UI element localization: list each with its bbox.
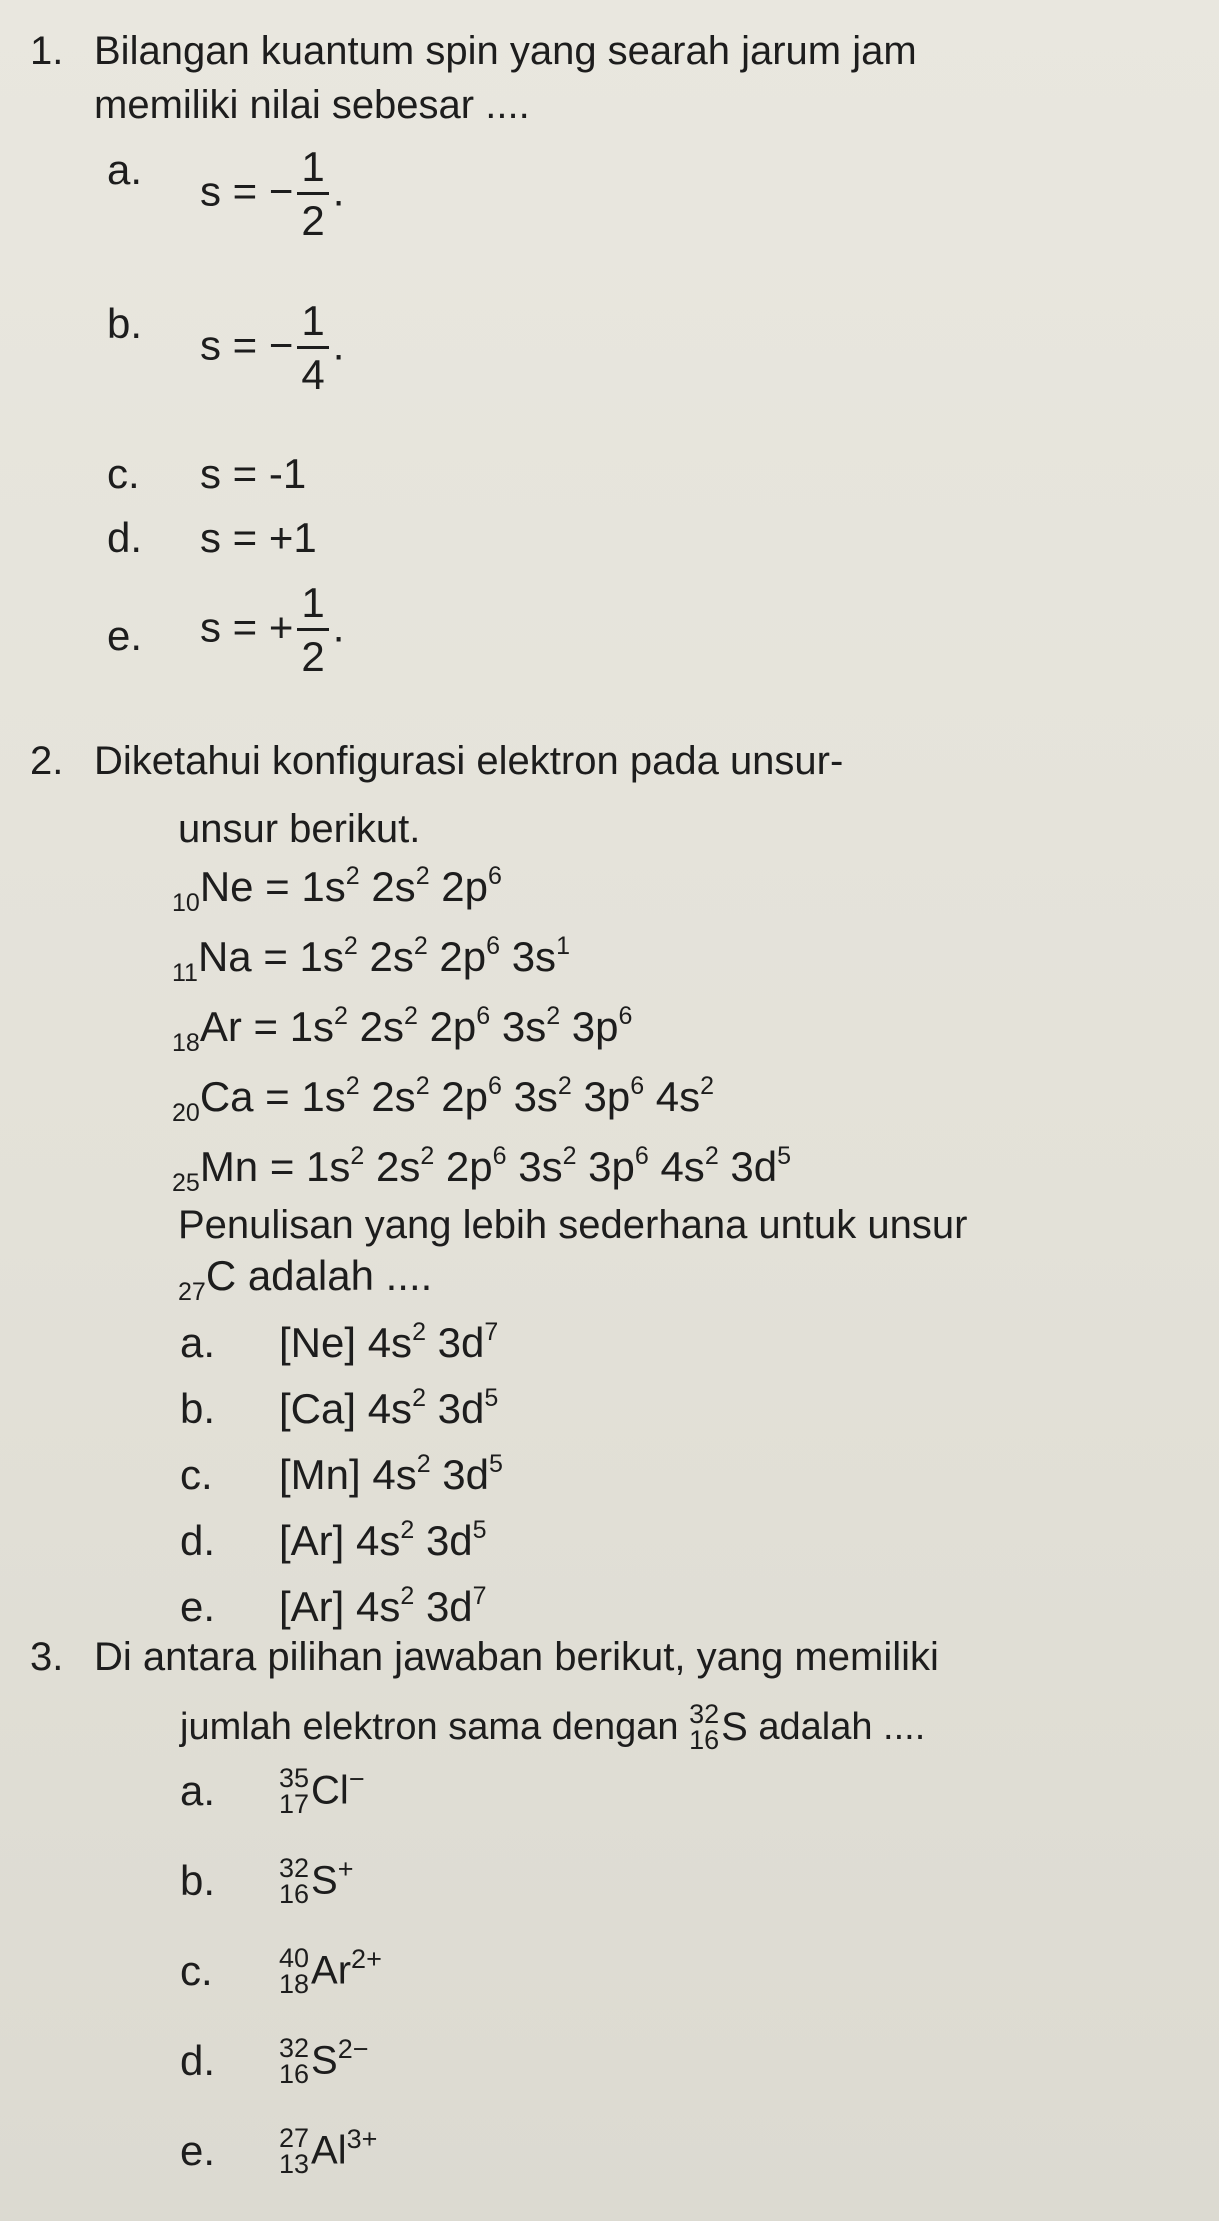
- q2-text-line2: unsur berikut.: [178, 807, 421, 851]
- orbital-count: 2: [345, 862, 360, 890]
- orbital: 3s: [511, 933, 557, 980]
- orbital-count: 2: [704, 1142, 719, 1170]
- orbital-count: 5: [489, 1450, 503, 1478]
- q2-question-line1: Penulisan yang lebih sederhana untuk unsur: [178, 1203, 968, 1247]
- q3-option-a-charge: −: [348, 1764, 365, 1794]
- q2-question-line2: [178, 1252, 432, 1307]
- orbital: 3p: [583, 1073, 631, 1120]
- orbital: 2p: [429, 1003, 477, 1050]
- orbital: 3d: [425, 1583, 473, 1630]
- q3-option-b-charge: +: [337, 1854, 354, 1884]
- atomic-number: 13: [279, 2148, 310, 2179]
- orbital: 4s: [356, 1517, 401, 1564]
- orbital-count: 1: [556, 932, 570, 960]
- orbital-count: 2: [420, 1142, 435, 1170]
- q2-question-tail: adalah ....: [247, 1252, 433, 1299]
- orbital-count: 2: [415, 862, 430, 890]
- mass-number: 32: [279, 1852, 310, 1883]
- config-ca: $_{20}Ca = 1s^2$ $2s^2$ $2p^6$ $3s^2$ $3p^6$ $4s^2$: [172, 1072, 715, 1127]
- q1-option-e-den: 2: [301, 633, 325, 680]
- orbital-count: 2: [700, 1072, 715, 1100]
- orbital: 4s: [367, 1319, 413, 1366]
- orbital-count: 5: [484, 1384, 499, 1412]
- q3-option-c-symbol: Ar: [311, 1948, 352, 1993]
- q3-text-line1: Di antara pilihan jawaban berikut, yang memiliki: [94, 1635, 939, 1679]
- q3-option-c-letter: c.: [180, 1946, 213, 1994]
- q1-option-c-value: s = -1: [200, 450, 307, 497]
- orbital: 3d: [425, 1517, 473, 1564]
- q1-option-a-prefix: s = −: [200, 167, 294, 215]
- q3-option-e-charge: 3+: [346, 2124, 378, 2154]
- q3-option-e: [180, 2124, 377, 2177]
- orbital: 2s: [371, 863, 416, 910]
- orbital-count: 2: [350, 1142, 365, 1170]
- orbital-count: 6: [630, 1072, 645, 1100]
- q3-option-d-numbers: [279, 2032, 310, 2089]
- q3-option-b-symbol: S: [311, 1858, 338, 1903]
- q1-option-b-den: 4: [301, 351, 325, 398]
- orbital-count: 6: [487, 862, 502, 890]
- orbital-count: 2: [557, 1072, 572, 1100]
- q1-number: 1.: [30, 29, 64, 73]
- q1-option-b: [200, 296, 344, 401]
- orbital-count: 6: [634, 1142, 649, 1170]
- orbital-count: 6: [486, 932, 501, 960]
- orbital: 1s: [306, 1143, 351, 1190]
- q3-option-d: [180, 2034, 369, 2087]
- orbital: 3d: [437, 1385, 485, 1432]
- config-mn-symbol: Mn: [199, 1143, 259, 1190]
- orbital-count: 5: [777, 1142, 792, 1170]
- q3-option-d-symbol: S: [311, 2038, 338, 2083]
- q2-option-c: [180, 1450, 503, 1499]
- orbital: 2p: [441, 863, 488, 910]
- config-mn-z: 25: [172, 1169, 200, 1197]
- orbital-count: 2: [345, 1072, 360, 1100]
- q3-ref-nuclide-numbers: [689, 1698, 720, 1755]
- q2-option-d: [180, 1516, 487, 1565]
- orbital: 3d: [437, 1319, 485, 1366]
- orbital-count: 6: [618, 1002, 633, 1030]
- orbital-count: 7: [472, 1582, 487, 1610]
- orbital-count: 5: [472, 1516, 487, 1544]
- orbital: 3p: [571, 1003, 619, 1050]
- orbital: 2s: [371, 1073, 416, 1120]
- q3-option-a-symbol: Cl: [311, 1768, 349, 1813]
- q1-text-line1: Bilangan kuantum spin yang searah jarum jam: [94, 29, 917, 73]
- atomic-number: 16: [279, 1878, 310, 1909]
- atomic-number: 17: [279, 1788, 310, 1819]
- mass-number: 35: [279, 1762, 310, 1793]
- orbital: 2p: [441, 1073, 488, 1120]
- q2-option-e-core: [Ar]: [279, 1583, 345, 1630]
- orbital-count: 2: [546, 1002, 561, 1030]
- q2-option-a-letter: a.: [180, 1319, 216, 1366]
- q1-option-e-num: 1: [297, 578, 328, 631]
- q3-ref-z: 16: [689, 1724, 720, 1755]
- q2-option-a: [180, 1318, 498, 1367]
- config-ca-z: 20: [172, 1099, 200, 1127]
- q3-text-line2-pre: jumlah elektron sama dengan: [180, 1705, 679, 1748]
- orbital-count: 2: [562, 1142, 577, 1170]
- q3-option-c: [180, 1944, 382, 1997]
- config-ar-z: 18: [172, 1029, 200, 1057]
- q2-option-c-letter: c.: [180, 1451, 213, 1498]
- q2-option-e: [180, 1582, 487, 1631]
- q1-option-a-den: 2: [301, 197, 325, 244]
- orbital-count: 2: [343, 932, 358, 960]
- q3-option-b-letter: b.: [180, 1856, 216, 1904]
- q1-option-a: [200, 142, 344, 247]
- q1-text-line2: memiliki nilai sebesar ....: [94, 83, 530, 127]
- q2-number: 2.: [30, 739, 64, 783]
- q1-option-a-num: 1: [297, 142, 328, 195]
- orbital: 4s: [660, 1143, 705, 1190]
- config-ar: $_{18}Ar = 1s^2$ $2s^2$ $2p^6$ $3s^2$ $3p^6$: [172, 1002, 633, 1057]
- orbital-count: 2: [413, 932, 428, 960]
- orbital: 1s: [301, 863, 346, 910]
- q3-option-c-charge: 2+: [351, 1944, 382, 1974]
- q3-ref-symbol: S: [721, 1704, 748, 1749]
- orbital: 3p: [588, 1143, 635, 1190]
- orbital-count: 2: [334, 1002, 348, 1030]
- orbital: 3d: [442, 1451, 490, 1498]
- q2-question-symbol: C: [205, 1252, 237, 1299]
- orbital: 4s: [356, 1583, 401, 1630]
- q3-text-line2-post: adalah ....: [758, 1705, 926, 1748]
- q3-option-d-letter: d.: [180, 2036, 216, 2084]
- q1-option-e-suffix: .: [332, 603, 345, 651]
- orbital-count: 2: [412, 1384, 426, 1412]
- config-mn: $_{25}Mn = 1s^2$ $2s^2$ $2p^6$ $3s^2$ $3p^6$ $4s^2$ $3d^5$: [172, 1142, 792, 1197]
- q1-option-d-value: s = +1: [200, 514, 317, 561]
- q2-option-e-letter: e.: [180, 1583, 216, 1630]
- orbital-count: 2: [400, 1516, 415, 1544]
- q2-option-d-core: [Ar]: [279, 1517, 345, 1564]
- mass-number: 32: [279, 2032, 310, 2063]
- q1-option-e-prefix: s = +: [200, 603, 294, 651]
- orbital: 2p: [445, 1143, 493, 1190]
- config-na-z: 11: [172, 959, 198, 987]
- orbital: 1s: [301, 1073, 346, 1120]
- orbital-count: 2: [400, 1582, 415, 1610]
- orbital: 3s: [518, 1143, 563, 1190]
- orbital-count: 7: [484, 1318, 499, 1346]
- q3-option-b: [180, 1854, 354, 1907]
- config-ne-z: 10: [172, 889, 200, 917]
- orbital: 4s: [367, 1385, 413, 1432]
- q3-text-line2: [180, 1698, 925, 1754]
- config-ca-symbol: Ca: [199, 1073, 254, 1120]
- q1-option-b-suffix: .: [332, 321, 345, 369]
- orbital: 3s: [501, 1003, 547, 1050]
- q1-option-b-fraction: [297, 296, 328, 401]
- q2-option-a-core: [Ne]: [279, 1319, 357, 1366]
- q1-option-b-letter: b.: [107, 300, 143, 347]
- orbital: 1s: [299, 933, 344, 980]
- q3-ref-mass: 32: [689, 1698, 720, 1729]
- q3-option-a-numbers: [279, 1762, 310, 1819]
- orbital-count: 6: [487, 1072, 502, 1100]
- q3-option-e-letter: e.: [180, 2126, 216, 2174]
- orbital: 2s: [369, 933, 414, 980]
- orbital: 1s: [289, 1003, 335, 1050]
- atomic-number: 18: [279, 1968, 310, 1999]
- q1-option-a-fraction: [297, 142, 328, 247]
- q2-option-d-letter: d.: [180, 1517, 216, 1564]
- q2-option-b-letter: b.: [180, 1385, 216, 1432]
- q3-option-a: [180, 1764, 365, 1817]
- config-na-symbol: Na: [197, 933, 252, 980]
- orbital: 3d: [730, 1143, 778, 1190]
- q3-option-e-symbol: Al: [311, 2128, 347, 2173]
- q3-option-e-numbers: [279, 2122, 310, 2179]
- orbital: 3s: [513, 1073, 558, 1120]
- orbital-count: 6: [492, 1142, 507, 1170]
- q3-option-b-numbers: [279, 1852, 310, 1909]
- q1-option-a-suffix: .: [332, 167, 345, 215]
- config-na: $_{11}Na = 1s^2$ $2s^2$ $2p^6$ $3s^1$: [172, 932, 570, 987]
- orbital: 2s: [375, 1143, 421, 1190]
- q3-option-d-charge: 2−: [337, 2034, 369, 2064]
- q1-option-c-letter: c.: [107, 450, 140, 497]
- q3-option-a-letter: a.: [180, 1766, 216, 1814]
- atomic-number: 16: [279, 2058, 310, 2089]
- q2-text-line1: Diketahui konfigurasi elektron pada unsur-: [94, 739, 844, 783]
- orbital: 4s: [372, 1451, 417, 1498]
- orbital-count: 2: [415, 1072, 430, 1100]
- config-ne: $_{10}Ne = 1s^2$ $2s^2$ $2p^6$: [172, 862, 502, 917]
- orbital: 4s: [655, 1073, 701, 1120]
- q1-option-e-fraction: [297, 578, 328, 683]
- q2-option-b-core: [Ca]: [279, 1385, 357, 1432]
- orbital-count: 2: [416, 1450, 431, 1478]
- orbital: 2p: [439, 933, 487, 980]
- q3-number: 3.: [30, 1635, 64, 1679]
- q3-option-c-numbers: [279, 1942, 310, 1999]
- config-ne-symbol: Ne: [199, 863, 254, 910]
- q1-option-e-letter: e.: [107, 612, 143, 659]
- q1-option-b-num: 1: [297, 296, 328, 349]
- q1-option-a-letter: a.: [107, 146, 143, 193]
- q2-option-b: [180, 1384, 498, 1433]
- orbital-count: 6: [476, 1002, 491, 1030]
- orbital-count: 2: [412, 1318, 426, 1346]
- q2-option-c-core: [Mn]: [279, 1451, 361, 1498]
- q1-option-e: [200, 578, 344, 683]
- q1-option-b-prefix: s = −: [200, 321, 294, 369]
- orbital: 2s: [359, 1003, 404, 1050]
- mass-number: 40: [279, 1942, 310, 1973]
- config-ar-symbol: Ar: [199, 1003, 242, 1050]
- orbital-count: 2: [403, 1002, 418, 1030]
- mass-number: 27: [279, 2122, 310, 2153]
- q1-option-d-letter: d.: [107, 514, 143, 561]
- q2-question-z: 27: [178, 1278, 206, 1306]
